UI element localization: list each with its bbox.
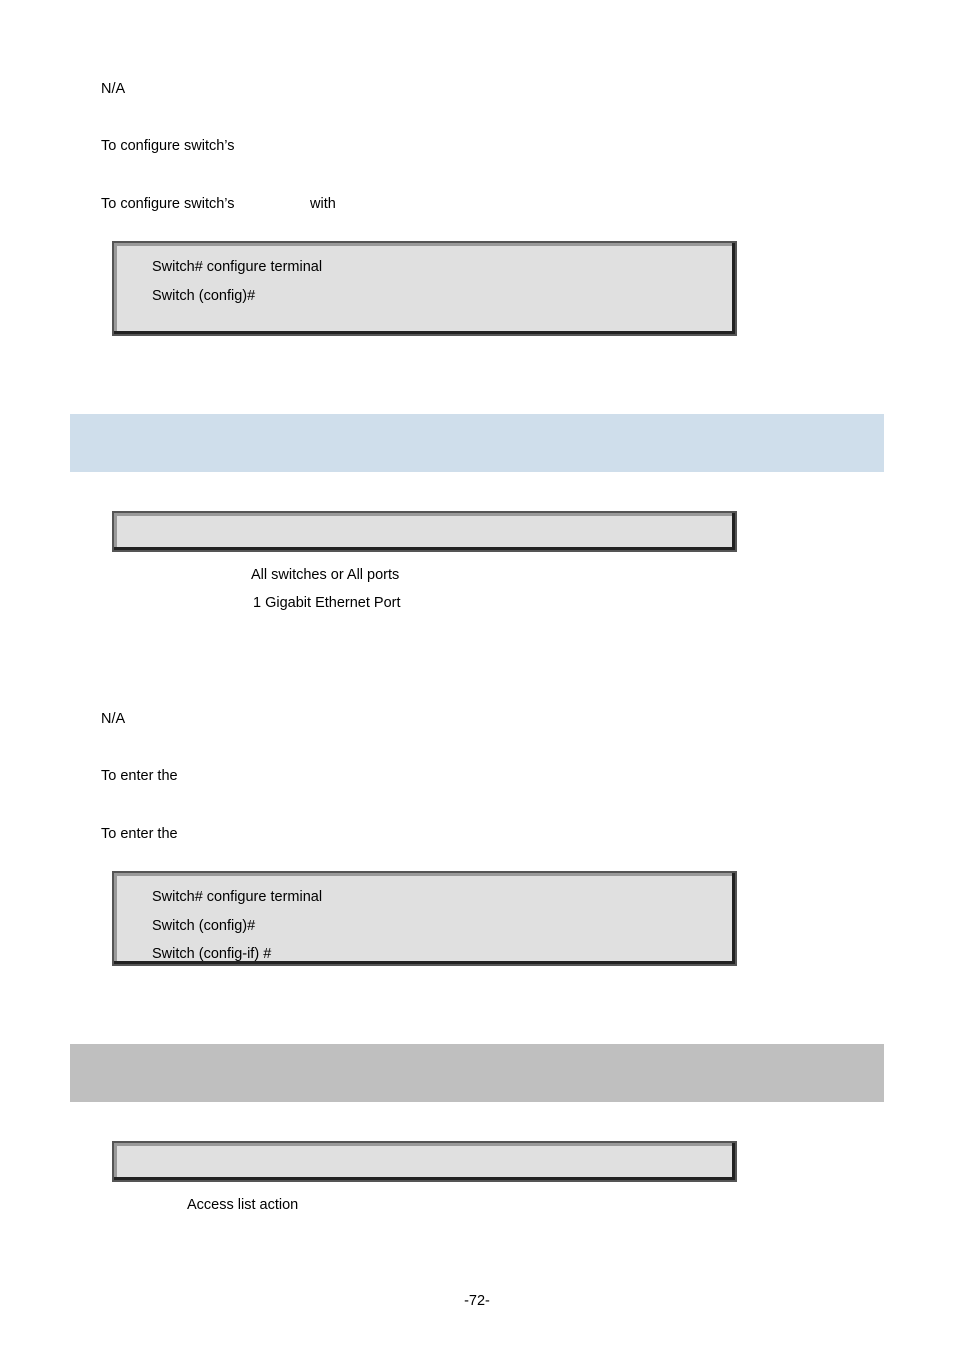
example-with-text: with [310,196,336,212]
command-syntax-box [112,511,737,552]
code-line: Switch (config)# [152,918,256,934]
code-line: Switch (config)# [152,288,256,304]
code-line: Switch (config-if) # [152,946,272,962]
command-syntax-box [112,1141,737,1182]
section-heading-band [70,414,884,472]
parameter-description: Access list action [187,1197,299,1213]
parameter-description: All switches or All ports [251,567,400,583]
example-text: To enter the [101,826,178,842]
section-heading-band [70,1044,884,1102]
page-number: -72- [464,1293,490,1309]
usage-text: To enter the [101,768,178,784]
example-text: To configure switch’s [101,196,235,212]
code-example-box [112,871,737,966]
code-example-box [112,241,737,336]
default-value: N/A [101,81,126,97]
default-value: N/A [101,711,126,727]
parameter-description: 1 Gigabit Ethernet Port [253,595,401,611]
code-line: Switch# configure terminal [152,889,323,905]
code-line: Switch# configure terminal [152,259,323,275]
usage-text: To configure switch’s [101,138,235,154]
